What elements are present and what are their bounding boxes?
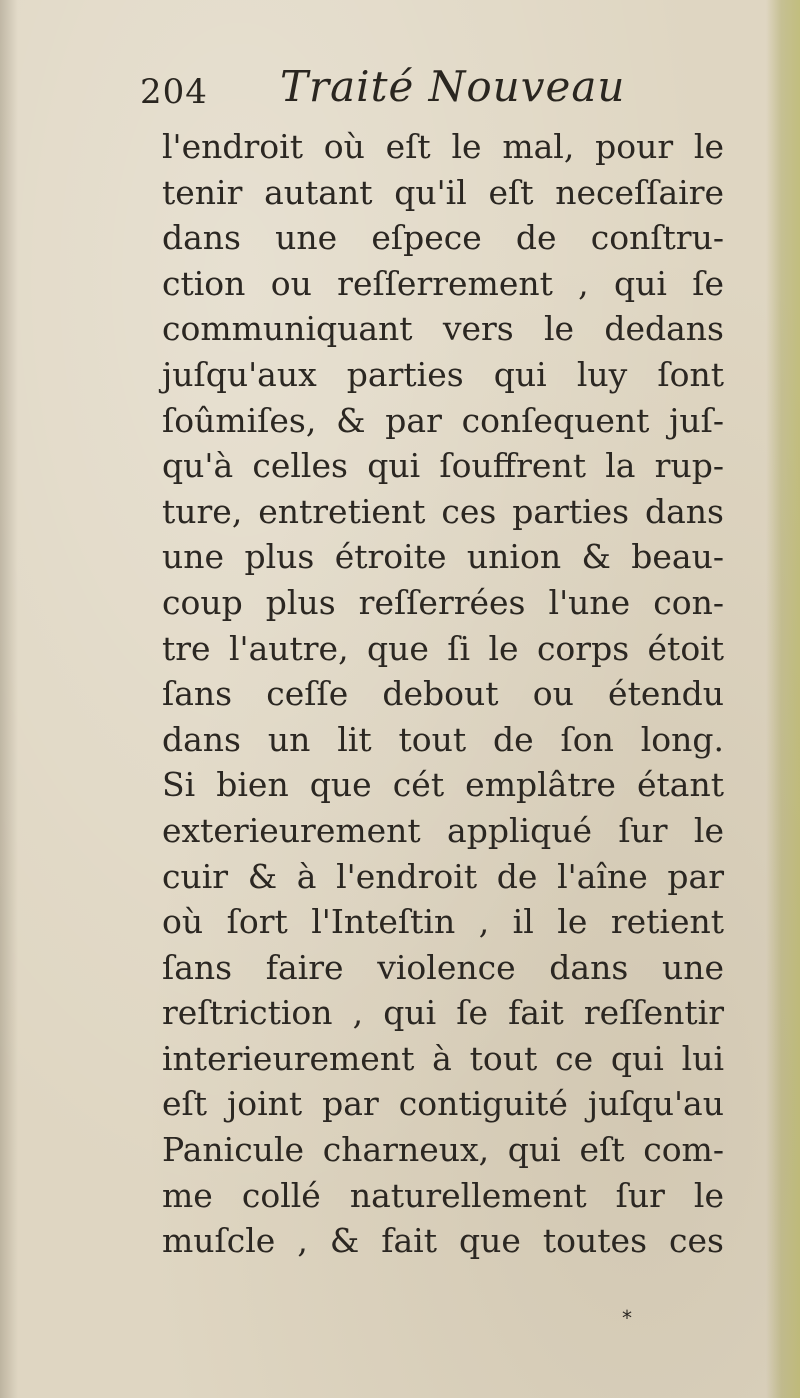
text-line: ſans ceſſe debout ou étendu (162, 674, 724, 714)
body-text (162, 124, 724, 1264)
text-line: coup plus reſſerrées l'une con- (162, 582, 724, 622)
page-number: 204 (140, 72, 208, 112)
text-line: dans un lit tout de ſon long. (162, 719, 724, 759)
text-line: communiquant vers le dedans (162, 309, 724, 349)
text-line: une plus étroite union & beau- (162, 537, 724, 577)
text-line: muſcle , & fait que toutes ces (162, 1221, 724, 1261)
text-line: ction ou reſſerrement , qui ſe (162, 263, 724, 303)
text-line: Si bien que cét emplâtre étant (162, 765, 724, 805)
page-edge-shadow (0, 0, 18, 1398)
text-line: eſt joint par contiguité juſqu'au (162, 1084, 724, 1124)
page-gutter-tint (766, 0, 800, 1398)
running-title: Traité Nouveau (280, 62, 626, 111)
text-line: Panicule charneux, qui eſt com- (162, 1130, 724, 1170)
text-line: où ſort l'Inteſtin , il le retient (162, 902, 724, 942)
text-line: tre l'autre, que ſi le corps étoit (162, 628, 724, 668)
text-line: juſqu'aux parties qui luy ſont (162, 354, 724, 394)
text-line: ture, entretient ces parties dans (162, 491, 724, 531)
text-line: ſans faire violence dans une (162, 947, 724, 987)
text-line: ſoûmiſes, & par conſequent juſ- (162, 400, 724, 440)
text-line: l'endroit où eſt le mal, pour le (162, 127, 724, 166)
text-line: exterieurement appliqué ſur le (162, 810, 724, 850)
text-line: me collé naturellement ſur le (162, 1175, 724, 1215)
text-line: qu'à celles qui ſouffrent la rup- (162, 446, 724, 486)
text-line: interieurement à tout ce qui lui (162, 1038, 724, 1078)
ornament-mark: * (622, 1306, 632, 1330)
running-head (140, 62, 700, 122)
text-line: tenir autant qu'il eſt neceſſaire (162, 172, 724, 212)
text-line: reſtriction , qui ſe fait reſſentir (162, 993, 724, 1033)
text-line: cuir & à l'endroit de l'aîne par (162, 856, 724, 896)
text-line: dans une eſpece de conſtru- (162, 218, 724, 258)
